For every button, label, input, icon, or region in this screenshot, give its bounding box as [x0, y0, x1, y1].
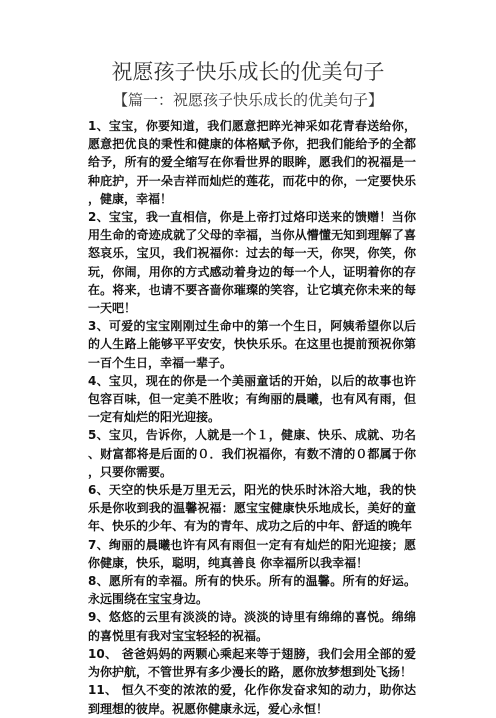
paragraph-6: 6、天空的快乐是万里无云，阳光的快乐时沐浴大地，我的快乐是你收到我的温馨祝福：愿宝宝健康快乐地成长，美好的童年、快乐的少年、有为的青年、成功之后的中年、舒适的晚年	[88, 483, 416, 534]
paragraph-1: 1、宝宝，你要知道，我们愿意把睟光神采如花青春送给你，愿意把优良的秉性和健康的体格赋予你，把我们能给予的全都给予，所有的爱全缩写在你看世界的眼眸，愿我们的祝福是一种庇护，开一朵吉祥而灿烂的莲花，而花中的你，一定要快乐，健康，幸福！	[88, 119, 416, 206]
paragraph-2: 2、宝宝，我一直相信，你是上帝打过烙印送来的馈赠！当你用生命的奇迹成就了父母的幸福，当你从懵懂无知到理解了喜怒哀乐，宝贝，我们祝福你：过去的每一天，你哭，你笑，你玩，你闹，用你的方式感动着身边的每一个人，证明着你的存在。将来，也请不要吝啬你璀璨的笑容，让它填充你未来的每一天吧！	[88, 210, 416, 316]
document-title: 祝愿孩子快乐成长的优美句子	[111, 60, 385, 84]
paragraph-5: 5、宝贝，告诉你，人就是一个１，健康、快乐、成就、功名、财富都将是后面的０．我们祝福你，有数不清的０都属于你，只要你需要。	[88, 428, 416, 479]
paragraph-3: 3、可爱的宝宝刚刚过生命中的第一个生日，阿姨希望你以后的人生路上能够平平安安，快快乐乐。在这里也提前预祝你第一百个生日，幸福一辈子。	[88, 319, 416, 370]
paragraph-9: 9、悠悠的云里有淡淡的诗。淡淡的诗里有绵绵的喜悦。绵绵的喜悦里有我对宝宝轻轻的祝福。	[88, 610, 416, 643]
section-heading: 【篇一：祝愿孩子快乐成长的优美句子】	[112, 91, 383, 109]
paragraph-11: 11、 恒久不变的浓浓的爱，化作你发奋求知的动力，助你达到理想的彼岸。祝愿你健康永远，爱心永恒！	[88, 683, 416, 716]
paragraph-7: 7、绚丽的晨曦也许有风有雨但一定有有灿烂的阳光迎接；愿你健康，快乐，聪明，纯真善良 你幸福所以我幸福！	[88, 537, 416, 570]
document-body	[88, 117, 416, 718]
paragraph-10: 10、 爸爸妈妈的两颗心乘起来等于翅膀，我们会用全部的爱为你护航，不管世界有多少漫长的路，愿你放梦想到处飞扬！	[88, 646, 416, 680]
paragraph-4: 4、宝贝，现在的你是一个美丽童话的开始，以后的故事也许包容百味，但一定美不胜收；有绚丽的晨曦，也有风有雨，但一定有灿烂的阳光迎接。	[88, 373, 416, 425]
paragraph-8: 8、愿所有的幸福。所有的快乐。所有的温馨。所有的好运。永远围绕在宝宝身边。	[88, 574, 416, 607]
